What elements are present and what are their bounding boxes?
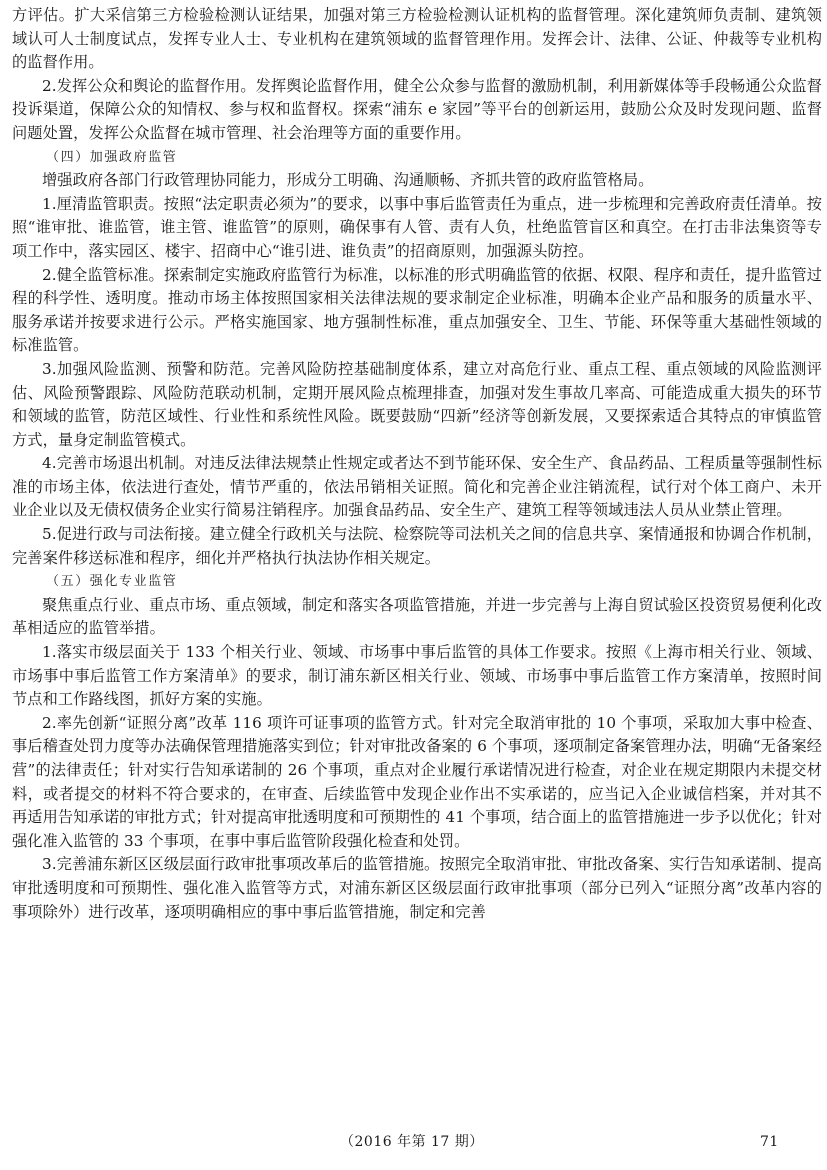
paragraph-professional-intro: 聚焦重点行业、重点市场、重点领域，制定和落实各项监管措施，并进一步完善与上海自贸试验区投资贸易便利化改革相适应的监管举措。 [12, 595, 822, 638]
section-heading-professional-supervision: （五）强化专业监管 [46, 574, 178, 590]
paragraph-administration-judiciary: 5.促进行政与司法衔接。建立健全行政机关与法院、检察院等司法机关之间的信息共享、案情通报和协调合作机制，完善案件移送标准和程序，细化并严格执行执法协作相关规定。 [12, 525, 822, 567]
paragraph-risk-monitoring: 3.加强风险监测、预警和防范。完善风险防控基础制度体系，建立对高危行业、重点工程、重点领域的风险监测评估、风险预警跟踪、风险防范联动机制，定期开展风险点梳理排查，加强对发生事故几率高、可能造成重大损失的环节和领域的监管，防范区域性、行业性和系统性风险。既要鼓励“四新”经济等创新发展，又要探索适合其特点的审慎监管方式，量身定制监管模式。 [12, 359, 822, 449]
paragraph-supervision-standards: 2.健全监管标准。探索制定实施政府监管行为标准，以标准的形式明确监管的依据、权限、程序和责任，提升监管过程的科学性、透明度。推动市场主体按照国家相关法律法规的要求制定企业标准，明确本企业产品和服务的质量水平、服务承诺并按要求进行公示。严格实施国家、地方强制性标准，重点加强安全、卫生、节能、环保等重大基础性领域的标准监管。 [12, 265, 822, 355]
paragraph-city-level-requirements: 1.落实市级层面关于 133 个相关行业、领域、市场事中事后监管的具体工作要求。按照《上海市相关行业、领域、市场事中事后监管工作方案清单》的要求，制订浦东新区相关行业、领域、市场事中事后监管工作方案清单，按照时间节点和工作路线图，抓好方案的实施。 [12, 643, 822, 709]
paragraph-market-exit: 4.完善市场退出机制。对违反法律法规禁止性规定或者达不到节能环保、安全生产、食品药品、工程质量等强制性标准的市场主体，依法进行查处，情节严重的，依法吊销相关证照。简化和完善企业注销流程，试行对个体工商户、未开业企业以及无债权债务企业实行简易注销程序。加强食品药品、安全生产、建筑工程等领域违法人员从业禁止管理。 [12, 454, 822, 520]
paragraph-district-level-measures: 3.完善浦东新区区级层面行政审批事项改革后的监管措施。按照完全取消审批、审批改备案、实行告知承诺制、提高审批透明度和可预期性、强化准入监管等方式，对浦东新区区级层面行政审批事项（部分已列入“证照分离”改革内容的事项除外）进行改革，逐项明确相应的事中事后监管措施，制定和完善 [12, 855, 822, 921]
issue-label: （2016 年第 17 期） [340, 1134, 484, 1150]
paragraph-continuation: 方评估。扩大采信第三方检验检测认证结果，加强对第三方检验检测认证机构的监督管理。深化建筑师负责制、建筑领域认可人士制度试点，发挥专业人士、专业机构在建筑领域的监督管理作用。发挥会计、法律、公证、仲裁等专业机构的监督作用。 [12, 6, 822, 72]
page-number: 71 [760, 1134, 779, 1150]
paragraph-government-intro: 增强政府各部门行政管理协同能力，形成分工明确、沟通顺畅、齐抓共管的政府监管格局。 [42, 171, 654, 190]
paragraph-clarify-duties: 1.厘清监管职责。按照“法定职责必须为”的要求，以事中事后监管责任为重点，进一步梳理和完善政府责任清单。按照“谁审批、谁监管，谁主管、谁监管”的原则，确保事有人管、责有人负，杜绝监管盲区和真空。在打击非法集资等专项工作中，落实园区、楼宇、招商中心“谁引进、谁负责”的招商原则，加强源头防控。 [12, 194, 823, 260]
paragraph-public-supervision: 2.发挥公众和舆论的监督作用。发挥舆论监督作用，健全公众参与监督的激励机制，利用新媒体等手段畅通公众监督投诉渠道，保障公众的知情权、参与权和监督权。探索“浦东 e 家园”等平台的创新运用，鼓励公众及时发现问题、监督问题处置，发挥公众监督在城市管理、社会治理等方面的重要作用。 [12, 76, 822, 142]
page-footer [0, 1130, 827, 1154]
document-body [12, 4, 822, 924]
paragraph-license-separation: 2.率先创新“证照分离”改革 116 项许可证事项的监管方式。针对完全取消审批的 10 个事项，采取加大事中检查、事后稽查处罚力度等办法确保管理措施落实到位；针对审批改备案的 6 个事项，逐项制定备案管理办法，明确“无备案经营”的法律责任；针对实行告知承诺制的 26 个事项，重点对企业履行承诺情况进行检查，对企业在规定期限内未提交材料，或者提交的材料不符合要求的，在审查、后续监管中发现企业作出不实承诺的，应当记入企业诚信档案，并对其不再适用告知承诺的审批方式；针对提高审批透明度和可预期性的 41 个事项，结合面上的监管措施进一步予以优化；针对强化准入监管的 33 个事项，在事中事后监管阶段强化检查和处罚。 [12, 713, 822, 850]
section-heading-government-supervision: （四）加强政府监管 [46, 149, 178, 165]
